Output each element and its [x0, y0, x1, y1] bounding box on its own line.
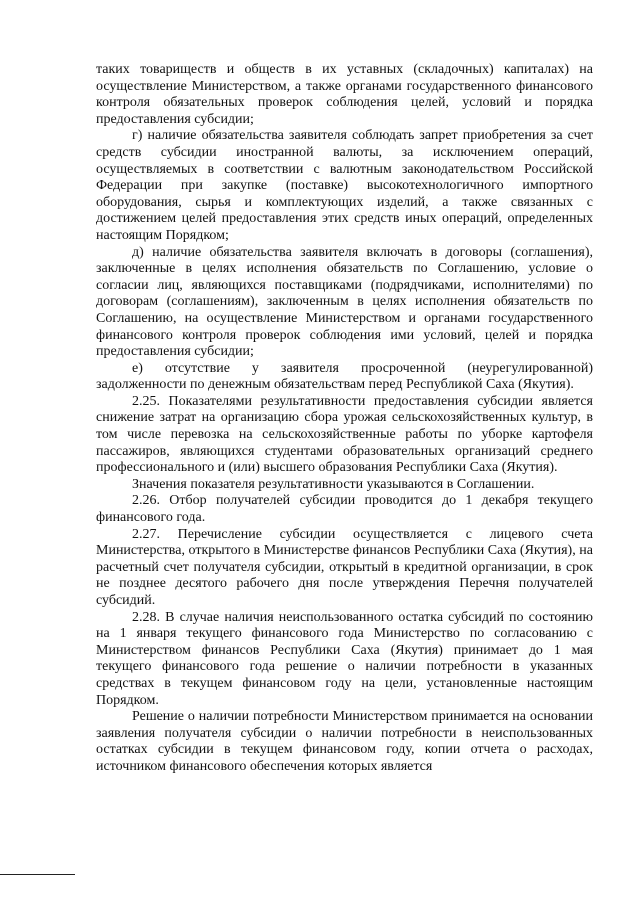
paragraph: е) отсутствие у заявителя просроченной (неурегулированной) задолженности по денежным обязательствам перед Республикой Саха (Якутия).	[96, 360, 593, 393]
footnote-divider	[0, 874, 75, 875]
paragraph: д) наличие обязательства заявителя включать в договоры (соглашения), заключенные в целях исполнения обязательств по Соглашению, условие о согласии лиц, являющихся поставщиками (подрядчиками, исполнителями) по договорам (соглашениям), заключенным в целях исполнения обязательств по Соглашению, на осуществление Министерством и органами государственного финансового контроля проверок соблюдения ими условий, целей и порядка предоставления субсидии;	[96, 244, 593, 360]
paragraph: Решение о наличии потребности Министерством принимается на основании заявления получателя субсидии о наличии потребности в неиспользованных остатках субсидии в текущем финансовом году, копии отчета о расходах, источником финансового обеспечения которых является	[96, 709, 593, 774]
paragraph: 2.26. Отбор получателей субсидии проводится до 1 декабря текущего финансового года.	[96, 493, 593, 526]
document-page	[96, 62, 593, 776]
paragraph: г) наличие обязательства заявителя соблюдать запрет приобретения за счет средств субсидии иностранной валюты, за исключением операций, осуществляемых в соответствии с валютным законодательством Российской Федерации при закупке (поставке) высокотехнологичного импортного оборудования, сырья и комплектующих изделий, а также связанных с достижением целей предоставления этих средств иных операций, определенных настоящим Порядком;	[96, 128, 593, 243]
paragraph: Значения показателя результативности указываются в Соглашении.	[132, 476, 535, 492]
paragraph: 2.25. Показателями результативности предоставления субсидии является снижение затрат на организацию сбора урожая сельскохозяйственных культур, в том числе перевозка на сельскохозяйственные работы по уборке картофеля пассажиров, являющихся студентами образовательных организаций среднего профессионального и (или) высшего образования Республики Саха (Якутия).	[96, 393, 593, 476]
paragraph: 2.27. Перечисление субсидии осуществляется с лицевого счета Министерства, открытого в Министерстве финансов Республики Саха (Якутия), на расчетный счет получателя субсидии, открытый в кредитной организации, в срок не позднее десятого рабочего дня после утверждения Перечня получателей субсидий.	[96, 526, 593, 608]
paragraph: 2.28. В случае наличия неиспользованного остатка субсидий по состоянию на 1 января текущего финансового года Министерство по согласованию с Министерством финансов Республики Саха (Якутия) принимает до 1 мая текущего финансового года решение о наличии потребности в указанных средствах в текущем финансовом году на цели, установленные настоящим Порядком.	[96, 609, 593, 708]
paragraph: таких товариществ и обществ в их уставных (складочных) капиталах) на осуществление Министерством, а также органами государственного финансового контроля обязательных проверок соблюдения целей, условий и порядка предоставления субсидии;	[96, 62, 593, 127]
